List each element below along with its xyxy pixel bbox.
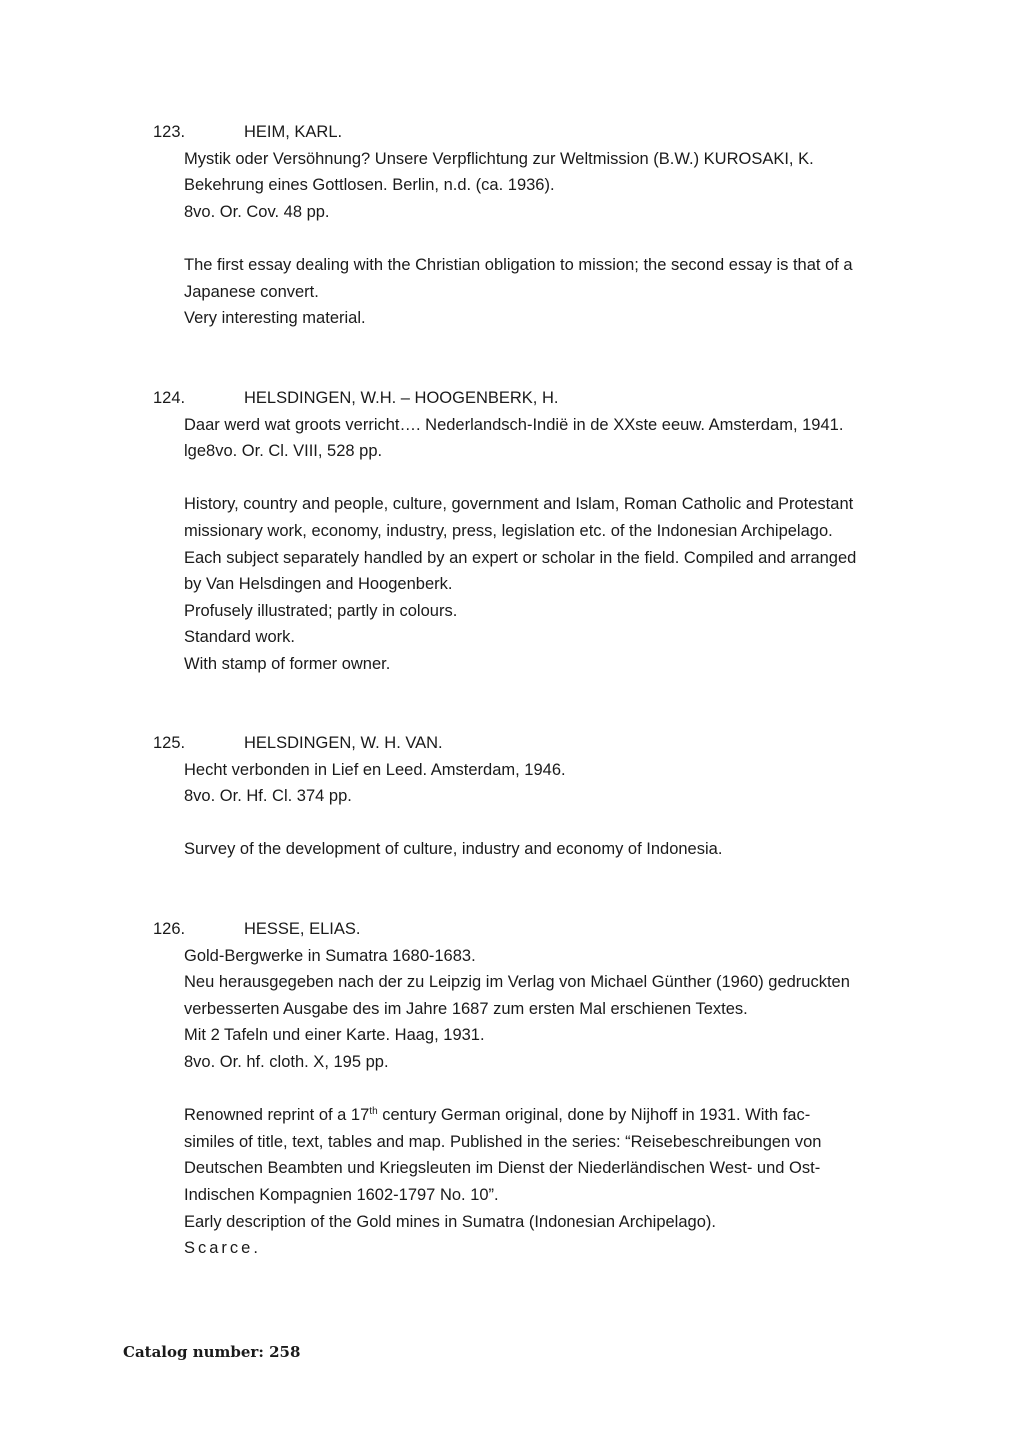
biblio-line: Gold-Bergwerke in Sumatra 1680-1683.: [184, 946, 476, 965]
entry-author: HESSE, ELIAS.: [244, 920, 361, 938]
note-line: similes of title, text, tables and map. Published in the series: “Reisebeschreibungen von: [184, 1132, 822, 1151]
note-line: Standard work.: [184, 628, 295, 647]
note-line: Survey of the development of culture, industry and economy of Indonesia.: [184, 840, 723, 859]
entry-author: HELSDINGEN, W.H. – HOOGENBERK, H.: [244, 389, 559, 407]
note-line: Early description of the Gold mines in Sumatra (Indonesian Archipelago).: [184, 1212, 716, 1231]
catalog-entry-124: [153, 385, 913, 678]
catalog-entry-125: [153, 730, 913, 863]
catalog-number-footer: Catalog number: 258: [123, 1343, 301, 1361]
note-line: The first essay dealing with the Christian obligation to mission; the second essay is that of a: [184, 255, 853, 274]
note-text: Renowned reprint of a 17: [184, 1106, 370, 1125]
note-line: Deutschen Beambten und Kriegsleuten im Dienst der Niederländischen West- und Ost-: [184, 1159, 821, 1178]
catalog-entry-123: [153, 119, 913, 332]
note-line: Each subject separately handled by an expert or scholar in the field. Compiled and arranged: [184, 548, 857, 567]
entry-heading: [153, 916, 913, 943]
entry-heading: [153, 730, 913, 757]
note-text: century German original, done by Nijhoff in 1931. With fac-: [377, 1106, 811, 1125]
biblio-line: 8vo. Or. Cov. 48 pp.: [184, 202, 330, 221]
note-line: by Van Helsdingen and Hoogenberk.: [184, 575, 453, 594]
note-line: With stamp of former owner.: [184, 654, 391, 673]
biblio-line: Bekehrung eines Gottlosen. Berlin, n.d. (ca. 1936).: [184, 176, 555, 195]
entry-number: 126.: [153, 920, 186, 938]
note-line: Japanese convert.: [184, 282, 319, 301]
note-line: Indischen Kompagnien 1602-1797 No. 10”.: [184, 1185, 499, 1204]
entry-author: HEIM, KARL.: [244, 123, 343, 141]
biblio-line: Neu herausgegeben nach der zu Leipzig im Verlag von Michael Günther (1960) gedruckten: [184, 973, 850, 992]
biblio-line: verbesserten Ausgabe des im Jahre 1687 zum ersten Mal erschienen Textes.: [184, 999, 748, 1018]
scarce-note: Scarce.: [184, 1239, 261, 1258]
catalog-entry-126: [153, 916, 913, 1262]
entry-number: 125.: [153, 734, 186, 752]
entry-body: [184, 943, 913, 1262]
biblio-line: Daar werd wat groots verricht…. Nederlandsch-Indië in de XXste eeuw. Amsterdam, 1941.: [184, 415, 844, 434]
biblio-line: Mit 2 Tafeln und einer Karte. Haag, 1931.: [184, 1026, 485, 1045]
biblio-line: Hecht verbonden in Lief en Leed. Amsterdam, 1946.: [184, 760, 566, 779]
biblio-line: 8vo. Or. hf. cloth. X, 195 pp.: [184, 1052, 389, 1071]
entry-heading: [153, 119, 913, 146]
biblio-line: lge8vo. Or. Cl. VIII, 528 pp.: [184, 442, 383, 461]
note-line: Profusely illustrated; partly in colours.: [184, 601, 458, 620]
entry-author: HELSDINGEN, W. H. VAN.: [244, 734, 443, 752]
entry-body: [184, 757, 913, 863]
entry-body: [184, 412, 913, 678]
entry-number: 123.: [153, 123, 186, 141]
note-line: [184, 1102, 913, 1129]
biblio-line: 8vo. Or. Hf. Cl. 374 pp.: [184, 787, 352, 806]
note-line: Very interesting material.: [184, 309, 366, 328]
entry-heading: [153, 385, 913, 412]
entry-number: 124.: [153, 389, 186, 407]
note-line: History, country and people, culture, government and Islam, Roman Catholic and Protestant: [184, 495, 854, 514]
note-line: missionary work, economy, industry, press, legislation etc. of the Indonesian Archipelago.: [184, 521, 833, 540]
biblio-line: Mystik oder Versöhnung? Unsere Verpflichtung zur Weltmission (B.W.) KUROSAKI, K.: [184, 149, 814, 168]
entry-body: [184, 146, 913, 332]
ordinal-suffix: th: [369, 1106, 378, 1118]
